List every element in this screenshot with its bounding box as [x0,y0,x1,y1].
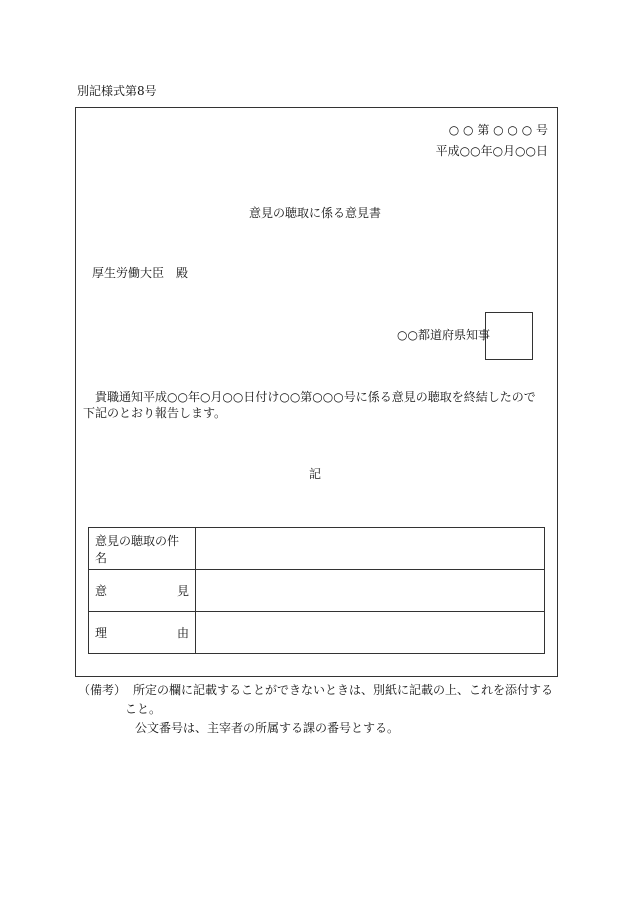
note-line-2: こと。 [125,702,162,716]
label-char: 見 [176,584,189,598]
details-table [88,527,545,654]
body-line-2: 下記のとおり報告します。 [83,406,227,420]
form-id: 別記様式第8号 [77,84,157,98]
note-line-1: 所定の欄に記載することができないときは、別紙に記載の上、これを添付する [133,683,554,697]
reason-value [196,612,545,654]
document-title: 意見の聴取に係る意見書 [248,206,381,220]
body-line-1: 貴職通知平成○○年○月○○日付け○○第○○○号に係る意見の聴取を終結したので [95,390,536,404]
seal-box [485,312,533,360]
row-label: 意見の聴取の件名 [89,528,196,570]
label-char: 意 [95,584,108,598]
row-label [95,582,189,599]
table-row [89,612,545,654]
label-char: 理 [95,626,108,640]
table-row [89,570,545,612]
addressee: 厚生労働大臣 殿 [92,266,189,280]
ki-heading: 記 [308,467,321,481]
notes-heading: （備考） [78,683,127,697]
document-date: 平成○○年○月○○日 [435,144,548,158]
sender: ○○都道府県知事 [397,328,490,342]
subject-value [196,528,545,570]
table-row [89,528,545,570]
row-label [95,624,189,641]
label-char: 由 [176,626,189,640]
document-number: ○ ○ 第 ○ ○ ○ 号 [448,123,548,137]
opinion-value [196,570,545,612]
note-line-3: 公文番号は、主宰者の所属する課の番号とする。 [135,721,400,735]
